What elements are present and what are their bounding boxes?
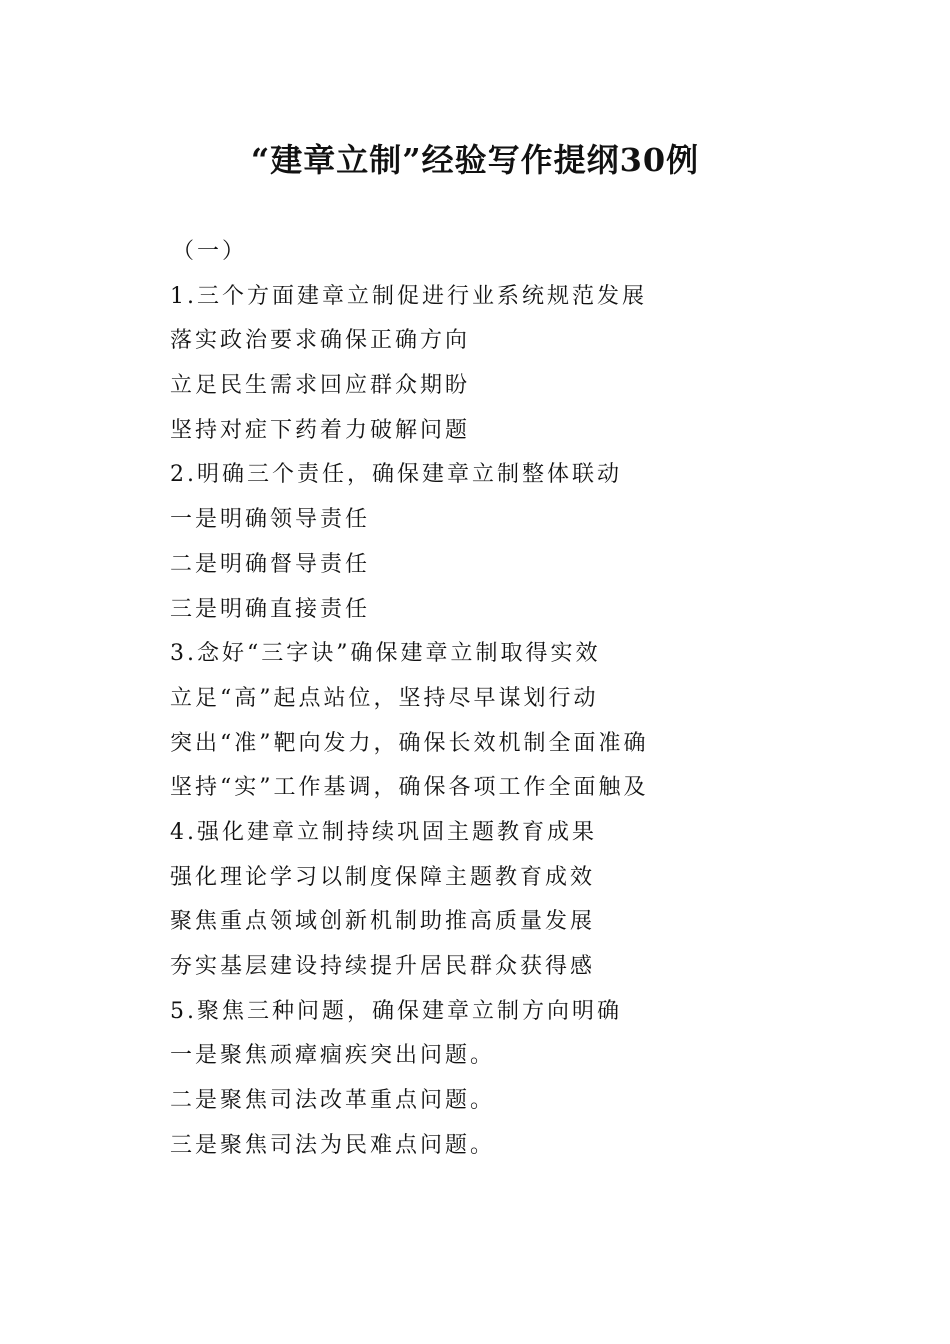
outline-line: 立足“高”起点站位，坚持尽早谋划行动 — [170, 685, 599, 711]
outline-line: 强化理论学习以制度保障主题教育成效 — [170, 864, 596, 890]
outline-line: 3.念好“三字诀”确保建章立制取得实效 — [170, 641, 601, 667]
outline-line: 1.三个方面建章立制促进行业系统规范发展 — [170, 283, 647, 309]
outline-line: 三是聚焦司法为民难点问题。 — [170, 1132, 496, 1158]
outline-line: 一是明确领导责任 — [170, 507, 371, 533]
outline-line: 5.聚焦三种问题，确保建章立制方向明确 — [170, 998, 622, 1024]
outline-line: 聚焦重点领域创新机制助推高质量发展 — [170, 909, 596, 935]
document-title: “建章立制”经验写作提纲30例 — [250, 141, 700, 179]
outline-line: 三是明确直接责任 — [170, 596, 371, 622]
outline-line: 二是明确督导责任 — [170, 551, 371, 577]
section-label: （一） — [172, 239, 248, 264]
outline-line: 立足民生需求回应群众期盼 — [170, 373, 471, 399]
outline-line: 坚持对症下药着力破解问题 — [170, 417, 471, 443]
outline-line: 夯实基层建设持续提升居民群众获得感 — [170, 954, 596, 979]
outline-line: 二是聚焦司法改革重点问题。 — [170, 1088, 496, 1114]
outline-line: 2.明确三个责任，确保建章立制整体联动 — [170, 462, 622, 488]
outline-line: 4.强化建章立制持续巩固主题教育成果 — [170, 819, 597, 845]
outline-line: 突出“准”靶向发力，确保长效机制全面准确 — [170, 730, 649, 756]
outline-line: 一是聚焦顽瘴痼疾突出问题。 — [170, 1043, 496, 1069]
outline-line: 落实政治要求确保正确方向 — [170, 328, 471, 354]
document-body — [170, 230, 870, 1168]
outline-line: 坚持“实”工作基调，确保各项工作全面触及 — [170, 775, 649, 801]
